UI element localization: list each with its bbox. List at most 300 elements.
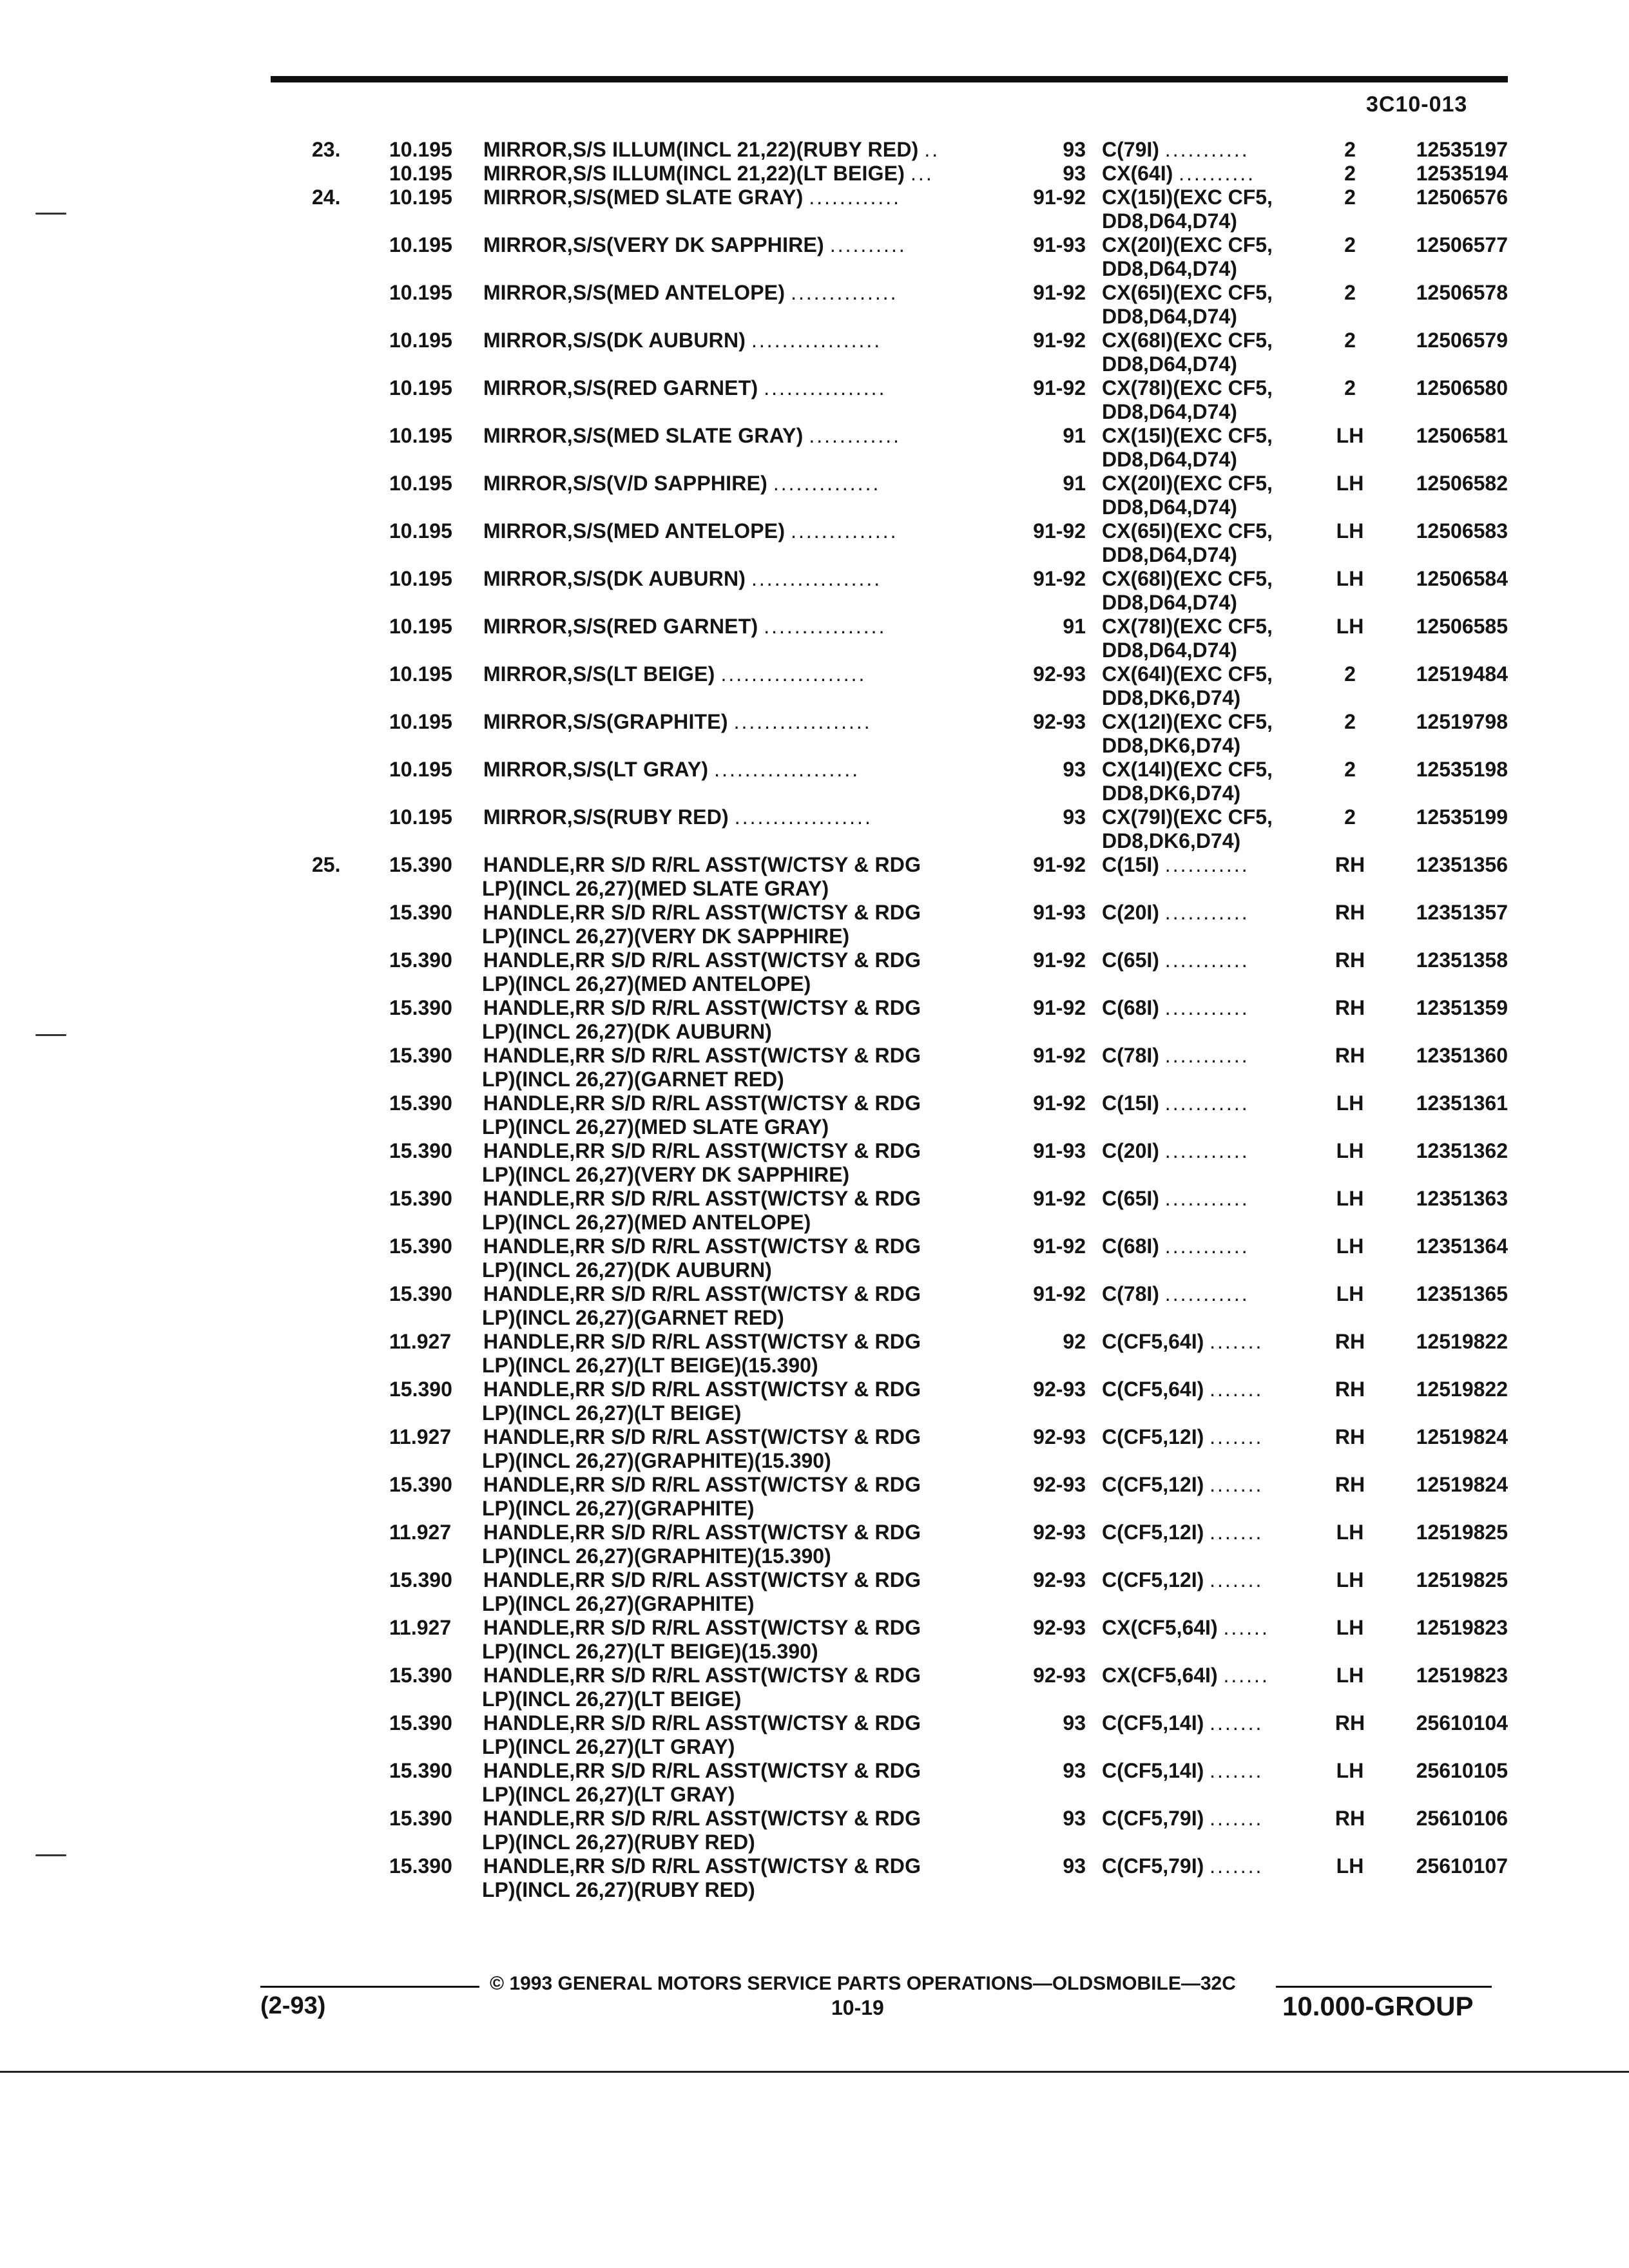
part-noun: MIRROR <box>483 615 567 638</box>
application <box>1102 329 1273 352</box>
application <box>1102 1187 1249 1211</box>
leader-dots: ........... <box>1164 901 1249 924</box>
table-row-continuation <box>0 639 1629 662</box>
table-row-continuation <box>0 1497 1629 1521</box>
description-continuation: LP)(INCL 26,27)(LT BEIGE) <box>482 1401 742 1425</box>
model-years: 91 <box>1063 615 1086 638</box>
table-row-continuation <box>0 1306 1629 1330</box>
application-code: CX(79I)(EXC CF5, <box>1102 805 1273 829</box>
description <box>483 1616 921 1640</box>
leader-dots: .......... <box>1179 162 1256 185</box>
table-row-continuation <box>0 972 1629 996</box>
application <box>1102 1759 1263 1783</box>
description <box>483 1330 921 1354</box>
leader-dots: .. <box>924 138 940 161</box>
model-years: 91-92 <box>1033 519 1086 543</box>
application-code: CX(65I)(EXC CF5, <box>1102 519 1273 543</box>
description <box>483 162 934 186</box>
table-row <box>0 472 1629 495</box>
table-row <box>0 1854 1629 1878</box>
application-continuation: DD8,DK6,D74) <box>1102 734 1241 757</box>
table-row <box>0 1091 1629 1115</box>
part-noun: HANDLE <box>483 1807 570 1830</box>
table-row-continuation <box>0 257 1629 281</box>
application <box>1102 281 1273 305</box>
model-years: 91 <box>1063 472 1086 495</box>
table-row-continuation <box>0 1115 1629 1139</box>
leader-dots: ....... <box>1210 1759 1264 1782</box>
application-code: C(65I) <box>1102 948 1159 972</box>
table-row-continuation <box>0 400 1629 424</box>
table-row <box>0 1378 1629 1401</box>
application-code: CX(15I)(EXC CF5, <box>1102 186 1273 209</box>
table-row-continuation <box>0 925 1629 948</box>
application-continuation: DD8,DK6,D74) <box>1102 686 1241 709</box>
quantity: 2 <box>1344 805 1356 829</box>
description-continuation: LP)(INCL 26,27)(GRAPHITE)(15.390) <box>482 1544 831 1568</box>
model-years: 92-93 <box>1033 1664 1086 1687</box>
part-noun: MIRROR <box>483 376 567 399</box>
group-number: 15.390 <box>389 1664 452 1687</box>
part-number: 12351360 <box>1416 1044 1508 1067</box>
part-qualifier: ,RR S/D R/RL ASST(W/CTSY & RDG <box>569 948 921 972</box>
application-code: C(CF5,64I) <box>1102 1378 1204 1401</box>
leader-dots: .......... <box>829 233 907 256</box>
part-noun: HANDLE <box>483 1759 570 1782</box>
part-number: 12351364 <box>1416 1235 1508 1258</box>
part-number: 12519822 <box>1416 1378 1508 1401</box>
quantity: 2 <box>1344 710 1356 733</box>
part-noun: HANDLE <box>483 1235 570 1258</box>
table-row-continuation <box>0 829 1629 853</box>
part-qualifier: ,RR S/D R/RL ASST(W/CTSY & RDG <box>569 1664 921 1687</box>
description <box>483 853 921 877</box>
group-number: 10.195 <box>389 758 452 781</box>
part-number: 12351362 <box>1416 1139 1508 1162</box>
description <box>483 138 940 162</box>
quantity: 2 <box>1344 186 1356 209</box>
leader-dots: ...... <box>1223 1616 1269 1639</box>
model-years: 92-93 <box>1033 1473 1086 1496</box>
application-code: C(15I) <box>1102 1091 1159 1115</box>
part-number: 25610104 <box>1416 1711 1508 1735</box>
application <box>1102 662 1273 686</box>
application-code: C(CF5,12I) <box>1102 1425 1204 1448</box>
application-code: C(79I) <box>1102 138 1159 161</box>
quantity: 2 <box>1344 138 1356 161</box>
part-qualifier: ,RR S/D R/RL ASST(W/CTSY & RDG <box>569 1139 921 1162</box>
scan-mark <box>35 1854 66 1856</box>
part-qualifier: ,S/S(V/D SAPPHIRE) <box>566 472 767 495</box>
application-code: CX(20I)(EXC CF5, <box>1102 233 1273 256</box>
table-row-continuation <box>0 1831 1629 1854</box>
part-qualifier: ,RR S/D R/RL ASST(W/CTSY & RDG <box>569 996 921 1019</box>
quantity: LH <box>1336 519 1364 543</box>
part-noun: MIRROR <box>483 758 567 781</box>
part-noun: MIRROR <box>483 567 567 590</box>
model-years: 93 <box>1063 805 1086 829</box>
part-qualifier: ,S/S(MED ANTELOPE) <box>566 519 786 543</box>
application <box>1102 1425 1263 1449</box>
quantity: RH <box>1335 1044 1365 1067</box>
part-number: 12519825 <box>1416 1521 1508 1544</box>
part-noun: MIRROR <box>483 186 567 209</box>
leader-dots: ................. <box>751 329 882 352</box>
group-number: 10.195 <box>389 281 452 304</box>
application <box>1102 996 1249 1020</box>
part-number: 12519484 <box>1416 662 1508 686</box>
part-qualifier: ,RR S/D R/RL ASST(W/CTSY & RDG <box>569 1854 921 1878</box>
leader-dots: ....... <box>1210 1568 1264 1591</box>
application <box>1102 615 1273 639</box>
quantity: LH <box>1336 1091 1364 1115</box>
header-rule <box>271 76 1508 82</box>
part-qualifier: ,S/S(LT BEIGE) <box>566 662 715 686</box>
application-code: CX(64I) <box>1102 162 1173 185</box>
application-code: CX(68I)(EXC CF5, <box>1102 567 1273 590</box>
footer-page-number: 10-19 <box>831 1996 884 2019</box>
application <box>1102 1235 1249 1258</box>
application-code: C(CF5,79I) <box>1102 1807 1204 1830</box>
page-code: 3C10-013 <box>1366 92 1468 117</box>
description <box>483 1711 921 1735</box>
quantity: LH <box>1336 1568 1364 1591</box>
application-continuation: DD8,DK6,D74) <box>1102 782 1241 805</box>
part-number: 12506584 <box>1416 567 1508 590</box>
description <box>483 758 860 782</box>
description-continuation: LP)(INCL 26,27)(GRAPHITE)(15.390) <box>482 1449 831 1472</box>
application <box>1102 1521 1263 1544</box>
quantity: LH <box>1336 424 1364 447</box>
table-row <box>0 1759 1629 1783</box>
application-code: CX(12I)(EXC CF5, <box>1102 710 1273 733</box>
part-number: 12351361 <box>1416 1091 1508 1115</box>
description <box>483 1378 921 1401</box>
application-continuation: DD8,D64,D74) <box>1102 543 1237 566</box>
part-number: 12506576 <box>1416 186 1508 209</box>
model-years: 91-92 <box>1033 1282 1086 1305</box>
application-continuation: DD8,D64,D74) <box>1102 209 1237 233</box>
application <box>1102 138 1249 162</box>
leader-dots: ............ <box>809 186 901 209</box>
part-noun: MIRROR <box>483 662 567 686</box>
description-continuation: LP)(INCL 26,27)(MED ANTELOPE) <box>482 1211 811 1234</box>
table-row <box>0 1044 1629 1068</box>
part-number: 25610106 <box>1416 1807 1508 1830</box>
description <box>483 996 921 1020</box>
application-code: CX(78I)(EXC CF5, <box>1102 615 1273 638</box>
part-noun: HANDLE <box>483 996 570 1019</box>
model-years: 93 <box>1063 138 1086 161</box>
group-number: 15.390 <box>389 1378 452 1401</box>
application-code: C(78I) <box>1102 1282 1159 1305</box>
part-noun: HANDLE <box>483 901 570 924</box>
application-code: CX(15I)(EXC CF5, <box>1102 424 1273 447</box>
part-qualifier: ,S/S(VERY DK SAPPHIRE) <box>566 233 824 256</box>
application-code: CX(CF5,64I) <box>1102 1616 1218 1639</box>
part-number: 12519823 <box>1416 1616 1508 1639</box>
group-number: 10.195 <box>389 662 452 686</box>
application-continuation: DD8,D64,D74) <box>1102 639 1237 662</box>
group-number: 15.390 <box>389 1282 452 1305</box>
model-years: 91-92 <box>1033 1187 1086 1210</box>
application-continuation: DD8,D64,D74) <box>1102 400 1237 423</box>
leader-dots: ....... <box>1210 1473 1264 1496</box>
description-continuation: LP)(INCL 26,27)(VERY DK SAPPHIRE) <box>482 1163 850 1186</box>
application <box>1102 162 1255 186</box>
part-noun: MIRROR <box>483 472 567 495</box>
part-noun: HANDLE <box>483 1330 570 1353</box>
description <box>483 1091 921 1115</box>
table-row <box>0 1425 1629 1449</box>
application-continuation: DD8,D64,D74) <box>1102 448 1237 471</box>
description <box>483 376 886 400</box>
footer-rule-right <box>1276 1986 1492 1988</box>
description-continuation: LP)(INCL 26,27)(RUBY RED) <box>482 1878 755 1901</box>
quantity: LH <box>1336 1616 1364 1639</box>
part-number: 12535198 <box>1416 758 1508 781</box>
table-row <box>0 1139 1629 1163</box>
application-code: C(15I) <box>1102 853 1159 876</box>
part-noun: MIRROR <box>483 329 567 352</box>
part-noun: HANDLE <box>483 1187 570 1210</box>
part-qualifier: ,RR S/D R/RL ASST(W/CTSY & RDG <box>569 1091 921 1115</box>
part-number: 12351358 <box>1416 948 1508 972</box>
leader-dots: ....... <box>1210 1425 1264 1448</box>
part-noun: HANDLE <box>483 1425 570 1448</box>
application <box>1102 519 1273 543</box>
part-number: 12535194 <box>1416 162 1508 185</box>
leader-dots: ....... <box>1210 1854 1264 1878</box>
table-row-continuation <box>0 495 1629 519</box>
part-noun: MIRROR <box>483 710 567 733</box>
leader-dots: .................. <box>734 805 872 829</box>
table-row <box>0 996 1629 1020</box>
group-number: 10.195 <box>389 162 452 185</box>
part-noun: HANDLE <box>483 1711 570 1735</box>
group-number: 11.927 <box>389 1330 452 1353</box>
part-qualifier: ,RR S/D R/RL ASST(W/CTSY & RDG <box>569 1330 921 1353</box>
leader-dots: ................... <box>720 662 867 686</box>
part-number: 12351365 <box>1416 1282 1508 1305</box>
application <box>1102 567 1273 591</box>
part-noun: MIRROR <box>483 805 567 829</box>
table-row <box>0 138 1629 162</box>
application-code: C(65I) <box>1102 1187 1159 1210</box>
model-years: 91-92 <box>1033 996 1086 1019</box>
application-code: C(68I) <box>1102 996 1159 1019</box>
leader-dots: ................ <box>764 615 887 638</box>
quantity: RH <box>1335 853 1365 876</box>
model-years: 92-93 <box>1033 1521 1086 1544</box>
application-code: C(68I) <box>1102 1235 1159 1258</box>
scan-mark <box>35 1034 66 1036</box>
leader-dots: ........... <box>1164 138 1249 161</box>
group-number: 15.390 <box>389 1759 452 1782</box>
description-continuation: LP)(INCL 26,27)(LT BEIGE) <box>482 1687 742 1711</box>
description-continuation: LP)(INCL 26,27)(LT BEIGE)(15.390) <box>482 1640 818 1663</box>
part-number: 12506581 <box>1416 424 1508 447</box>
description <box>483 1854 921 1878</box>
part-noun: MIRROR <box>483 519 567 543</box>
application-code: C(CF5,79I) <box>1102 1854 1204 1878</box>
part-noun: HANDLE <box>483 1473 570 1496</box>
part-noun: HANDLE <box>483 853 570 876</box>
table-row <box>0 1282 1629 1306</box>
group-number: 11.927 <box>389 1521 452 1544</box>
table-row <box>0 281 1629 305</box>
quantity: 2 <box>1344 329 1356 352</box>
table-row-continuation <box>0 448 1629 472</box>
application <box>1102 948 1249 972</box>
table-row <box>0 615 1629 639</box>
part-noun: MIRROR <box>483 162 567 185</box>
part-number: 25610107 <box>1416 1854 1508 1878</box>
application <box>1102 472 1273 495</box>
application-code: C(CF5,14I) <box>1102 1711 1204 1735</box>
part-noun: HANDLE <box>483 1521 570 1544</box>
group-number: 10.195 <box>389 710 452 733</box>
application <box>1102 1854 1263 1878</box>
part-noun: MIRROR <box>483 138 567 161</box>
table-row-continuation <box>0 1783 1629 1807</box>
group-number: 15.390 <box>389 1091 452 1115</box>
group-number: 10.195 <box>389 424 452 447</box>
model-years: 92-93 <box>1033 1378 1086 1401</box>
group-number: 15.390 <box>389 901 452 924</box>
description <box>483 1187 921 1211</box>
description-continuation: LP)(INCL 26,27)(VERY DK SAPPHIRE) <box>482 925 850 948</box>
group-number: 11.927 <box>389 1425 452 1448</box>
part-qualifier: ,RR S/D R/RL ASST(W/CTSY & RDG <box>569 1616 921 1639</box>
part-qualifier: ,RR S/D R/RL ASST(W/CTSY & RDG <box>569 1187 921 1210</box>
model-years: 91-92 <box>1033 329 1086 352</box>
quantity: 2 <box>1344 662 1356 686</box>
leader-dots: ........... <box>1164 1139 1249 1162</box>
application-code: CX(20I)(EXC CF5, <box>1102 472 1273 495</box>
model-years: 93 <box>1063 1759 1086 1782</box>
quantity: RH <box>1335 901 1365 924</box>
quantity: LH <box>1336 567 1364 590</box>
application-continuation: DD8,DK6,D74) <box>1102 829 1241 852</box>
table-row <box>0 1187 1629 1211</box>
group-number: 15.390 <box>389 853 452 876</box>
part-noun: HANDLE <box>483 1568 570 1591</box>
part-qualifier: ,S/S(RED GARNET) <box>566 376 758 399</box>
part-noun: HANDLE <box>483 1091 570 1115</box>
part-number: 12351359 <box>1416 996 1508 1019</box>
model-years: 91-92 <box>1033 281 1086 304</box>
part-number: 12351356 <box>1416 853 1508 876</box>
description-continuation: LP)(INCL 26,27)(GRAPHITE) <box>482 1592 755 1615</box>
application-code: C(CF5,14I) <box>1102 1759 1204 1782</box>
description <box>483 472 880 495</box>
description-continuation: LP)(INCL 26,27)(GARNET RED) <box>482 1068 784 1091</box>
description <box>483 710 872 734</box>
quantity: 2 <box>1344 758 1356 781</box>
part-qualifier: ,S/S(RUBY RED) <box>566 805 729 829</box>
group-number: 10.195 <box>389 567 452 590</box>
footer-copyright: © 1993 GENERAL MOTORS SERVICE PARTS OPERATIONS—OLDSMOBILE—32C <box>490 1973 1236 1994</box>
model-years: 91-92 <box>1033 1235 1086 1258</box>
part-qualifier: ,S/S(GRAPHITE) <box>566 710 728 733</box>
ref-number: 25. <box>312 853 341 876</box>
leader-dots: ...... <box>1223 1664 1269 1687</box>
description <box>483 1044 921 1068</box>
quantity: RH <box>1335 948 1365 972</box>
leader-dots: ....... <box>1210 1378 1264 1401</box>
table-row-continuation <box>0 352 1629 376</box>
part-noun: HANDLE <box>483 1139 570 1162</box>
model-years: 91-92 <box>1033 853 1086 876</box>
table-row <box>0 567 1629 591</box>
table-row <box>0 162 1629 186</box>
parts-list <box>0 138 1629 1902</box>
application-continuation: DD8,D64,D74) <box>1102 257 1237 280</box>
model-years: 92 <box>1063 1330 1086 1353</box>
description-continuation: LP)(INCL 26,27)(GRAPHITE) <box>482 1497 755 1520</box>
leader-dots: .............. <box>791 519 898 543</box>
part-qualifier: ,RR S/D R/RL ASST(W/CTSY & RDG <box>569 853 921 876</box>
application <box>1102 1616 1269 1640</box>
description-continuation: LP)(INCL 26,27)(MED ANTELOPE) <box>482 972 811 995</box>
table-row-continuation <box>0 591 1629 615</box>
description <box>483 1473 921 1497</box>
application <box>1102 1282 1249 1306</box>
description <box>483 662 866 686</box>
part-number: 12506585 <box>1416 615 1508 638</box>
application-code: CX(CF5,64I) <box>1102 1664 1218 1687</box>
part-qualifier: ,S/S(LT GRAY) <box>566 758 709 781</box>
application <box>1102 1473 1263 1497</box>
table-row-continuation <box>0 543 1629 567</box>
part-qualifier: ,RR S/D R/RL ASST(W/CTSY & RDG <box>569 1044 921 1067</box>
part-number: 12351357 <box>1416 901 1508 924</box>
leader-dots: ................... <box>714 758 860 781</box>
application <box>1102 233 1273 257</box>
ref-number: 23. <box>312 138 341 161</box>
quantity: LH <box>1336 1521 1364 1544</box>
description-continuation: LP)(INCL 26,27)(MED SLATE GRAY) <box>482 877 829 900</box>
leader-dots: .................. <box>733 710 872 733</box>
group-number: 15.390 <box>389 996 452 1019</box>
part-number: 12506577 <box>1416 233 1508 256</box>
application <box>1102 1378 1263 1401</box>
group-number: 10.195 <box>389 519 452 543</box>
quantity: LH <box>1336 1854 1364 1878</box>
application-continuation: DD8,D64,D74) <box>1102 591 1237 614</box>
part-noun: MIRROR <box>483 281 567 304</box>
table-row-continuation <box>0 305 1629 329</box>
model-years: 93 <box>1063 1854 1086 1878</box>
quantity: LH <box>1336 1187 1364 1210</box>
model-years: 91 <box>1063 424 1086 447</box>
table-row-continuation <box>0 1020 1629 1044</box>
part-noun: HANDLE <box>483 1854 570 1878</box>
table-row <box>0 233 1629 257</box>
table-row <box>0 1473 1629 1497</box>
model-years: 92-93 <box>1033 1568 1086 1591</box>
description <box>483 1759 921 1783</box>
leader-dots: ................ <box>764 376 887 399</box>
table-row-continuation <box>0 782 1629 805</box>
model-years: 93 <box>1063 162 1086 185</box>
description <box>483 1807 921 1831</box>
description <box>483 186 901 209</box>
group-number: 10.195 <box>389 138 452 161</box>
application <box>1102 376 1273 400</box>
application-code: CX(64I)(EXC CF5, <box>1102 662 1273 686</box>
